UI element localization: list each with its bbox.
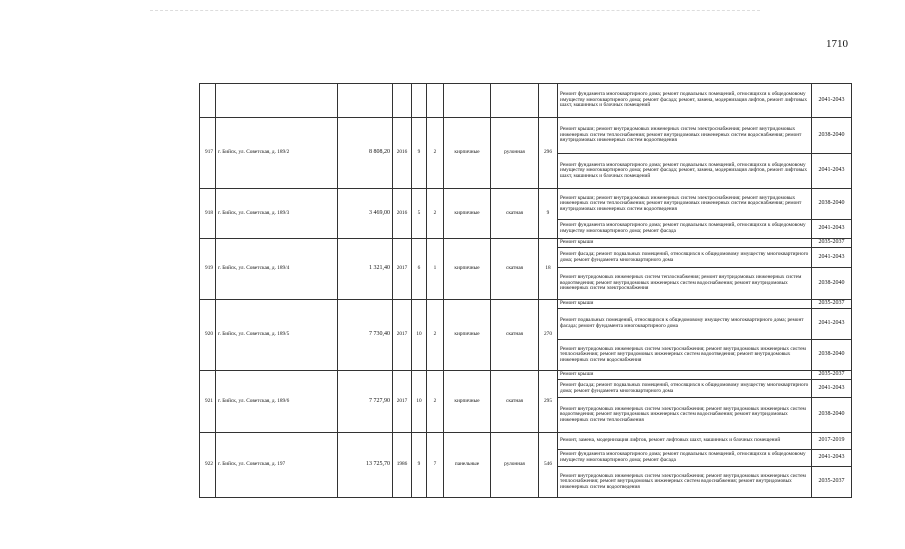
wall-material-cell: кирпичные — [444, 371, 491, 433]
entrances-cell: 2 — [427, 118, 444, 189]
entrances-cell: 2 — [427, 189, 444, 239]
work-period: 2035-2037 — [812, 371, 852, 380]
floors-cell: 6 — [412, 239, 427, 300]
roof-type-cell: скатная — [491, 371, 539, 433]
work-period: 2041-2043 — [812, 84, 852, 118]
year-cell: 2017 — [393, 300, 412, 371]
apartments-cell: 18 — [539, 239, 558, 300]
work-period: 2038-2040 — [812, 118, 852, 154]
roof-type-cell: рулонная — [491, 433, 539, 498]
address-cell: г. Бийск, ул. Советская, д. 189/3 — [216, 189, 338, 239]
work-period: 2041-2043 — [812, 248, 852, 268]
entrances-cell: 2 — [427, 371, 444, 433]
empty-cell — [412, 84, 427, 118]
entrances-cell: 2 — [427, 300, 444, 371]
work-description: Ремонт крыши; ремонт внутридомовых инженерных систем электроснабжения; ремонт внутридомовых инженерных систем теплоснабжения; ремонт внутридомовых инженерных систем водоснабжения; ремонт внутридомовых инженерных систем водоотведения — [558, 118, 812, 154]
scan-top-edge — [150, 10, 760, 11]
apartments-cell: 295 — [539, 371, 558, 433]
page-number: 1710 — [826, 38, 848, 50]
roof-type-cell: скатная — [491, 300, 539, 371]
row-number: 919 — [200, 239, 216, 300]
floors-cell: 9 — [412, 433, 427, 498]
work-description: Ремонт крыши; ремонт внутридомовых инженерных систем электроснабжения; ремонт внутридомовых инженерных систем теплоснабжения; ремонт внутридомовых инженерных систем водоснабжения; ремонт внутридомовых инженерных систем водоотведения — [558, 189, 812, 220]
area-cell: 7 730,40 — [338, 300, 393, 371]
work-description: Ремонт подвальных помещений, относящихся к общедомовому имуществу многоквартирного дома; ремонт фасада; ремонт фундамента многоквартирного дома — [558, 309, 812, 340]
apartments-cell: 296 — [539, 118, 558, 189]
year-cell: 2017 — [393, 239, 412, 300]
empty-cell — [427, 84, 444, 118]
floors-cell: 5 — [412, 189, 427, 239]
work-period: 2041-2043 — [812, 309, 852, 340]
area-cell: 1 321,40 — [338, 239, 393, 300]
work-period: 2041-2043 — [812, 380, 852, 398]
wall-material-cell: кирпичные — [444, 189, 491, 239]
table-row — [200, 300, 852, 309]
year-cell: 2016 — [393, 189, 412, 239]
table-row — [200, 118, 852, 154]
roof-type-cell: скатная — [491, 239, 539, 300]
row-number: 918 — [200, 189, 216, 239]
table-row — [200, 84, 852, 118]
work-period: 2038-2040 — [812, 268, 852, 300]
entrances-cell: 7 — [427, 433, 444, 498]
row-number: 917 — [200, 118, 216, 189]
year-cell: 2017 — [393, 371, 412, 433]
work-period: 2038-2040 — [812, 340, 852, 371]
floors-cell: 10 — [412, 300, 427, 371]
work-description: Ремонт крыши — [558, 239, 812, 248]
work-description: Ремонт крыши — [558, 371, 812, 380]
empty-cell — [393, 84, 412, 118]
year-cell: 1986 — [393, 433, 412, 498]
area-cell: 8 808,20 — [338, 118, 393, 189]
work-description: Ремонт внутридомовых инженерных систем электроснабжения; ремонт внутридомовых инженерных систем водоотведения; ремонт внутридомовых инженерных систем водоснабжения; ремонт внутридомовых инженерных систем теплоснабжения — [558, 398, 812, 433]
work-period: 2038-2040 — [812, 398, 852, 433]
capital-repair-table — [199, 83, 852, 498]
work-description: Ремонт фундамента многоквартирного дома; ремонт подвальных помещений, относящихся к общедомовому имуществу многоквартирного дома; ремонт фасада; ремонт, замена, модернизация лифтов, ремонт лифтовых шахт, машинных и блочных помещений — [558, 84, 812, 118]
work-description: Ремонт внутридомовых инженерных систем теплоснабжения; ремонт внутридомовых инженерных систем водоотведения; ремонт внутридомовых инженерных систем водоснабжения; ремонт внутридомовых инженерных систем электроснабжения — [558, 268, 812, 300]
table-row — [200, 433, 852, 450]
floors-cell: 9 — [412, 118, 427, 189]
wall-material-cell: кирпичные — [444, 118, 491, 189]
row-number: 921 — [200, 371, 216, 433]
work-period: 2035-2037 — [812, 239, 852, 248]
work-description: Ремонт фундамента многоквартирного дома; ремонт подвальных помещений, относящихся к общедомовому имуществу многоквартирного дома; ремонт фасада — [558, 450, 812, 467]
address-cell: г. Бийск, ул. Советская, д. 197 — [216, 433, 338, 498]
work-description: Ремонт фасада; ремонт подвальных помещений, относящихся к общедомовому имуществу многоквартирного дома; ремонт фундамента многоквартирного дома — [558, 248, 812, 268]
work-period: 2041-2043 — [812, 154, 852, 189]
roof-type-cell: рулонная — [491, 118, 539, 189]
area-cell: 7 727,90 — [338, 371, 393, 433]
work-description: Ремонт фундамента многоквартирного дома; ремонт подвальных помещений, относящихся к общедомовому имуществу многоквартирного дома; ремонт фасада — [558, 220, 812, 239]
work-description: Ремонт внутридомовых инженерных систем электроснабжения; ремонт внутридомовых инженерных систем теплоснабжения; ремонт внутридомовых инженерных систем водоснабжения; ремонт внутридомовых инженерных систем водоотведения — [558, 467, 812, 498]
empty-cell — [539, 84, 558, 118]
table-row — [200, 371, 852, 380]
work-period: 2038-2040 — [812, 189, 852, 220]
address-cell: г. Бийск, ул. Советская, д. 189/6 — [216, 371, 338, 433]
work-period: 2017-2019 — [812, 433, 852, 450]
table-row — [200, 239, 852, 248]
work-description: Ремонт фундамента многоквартирного дома; ремонт подвальных помещений, относящихся к общедомовому имуществу многоквартирного дома; ремонт фасада; ремонт, замена, модернизация лифтов, ремонт лифтовых шахт, машинных и блочных помещений — [558, 154, 812, 189]
work-period: 2035-2037 — [812, 300, 852, 309]
entrances-cell: 1 — [427, 239, 444, 300]
wall-material-cell: панельные — [444, 433, 491, 498]
address-cell: г. Бийск, ул. Советская, д. 189/4 — [216, 239, 338, 300]
work-period: 2035-2037 — [812, 467, 852, 498]
apartments-cell: 270 — [539, 300, 558, 371]
empty-cell — [444, 84, 491, 118]
work-description: Ремонт фасада; ремонт подвальных помещений, относящихся к общедомовому имуществу многоквартирного дома; ремонт фундамента многоквартирного дома — [558, 380, 812, 398]
apartments-cell: 9 — [539, 189, 558, 239]
empty-cell — [216, 84, 338, 118]
address-cell: г. Бийск, ул. Советская, д. 189/5 — [216, 300, 338, 371]
address-cell: г. Бийск, ул. Советская, д. 189/2 — [216, 118, 338, 189]
wall-material-cell: кирпичные — [444, 300, 491, 371]
wall-material-cell: кирпичные — [444, 239, 491, 300]
empty-cell — [491, 84, 539, 118]
row-number: 920 — [200, 300, 216, 371]
empty-cell — [338, 84, 393, 118]
empty-cell — [200, 84, 216, 118]
area-cell: 3 469,00 — [338, 189, 393, 239]
work-description: Ремонт, замена, модернизация лифтов, ремонт лифтовых шахт, машинных и блочных помещений — [558, 433, 812, 450]
work-period: 2041-2043 — [812, 450, 852, 467]
year-cell: 2016 — [393, 118, 412, 189]
area-cell: 13 725,70 — [338, 433, 393, 498]
roof-type-cell: скатная — [491, 189, 539, 239]
work-period: 2041-2043 — [812, 220, 852, 239]
row-number: 922 — [200, 433, 216, 498]
work-description: Ремонт крыши — [558, 300, 812, 309]
apartments-cell: 546 — [539, 433, 558, 498]
work-description: Ремонт внутридомовых инженерных систем электроснабжения; ремонт внутридомовых инженерных систем теплоснабжения; ремонт внутридомовых инженерных систем водоотведения; ремонт внутридомовых инженерных систем водоснабжения — [558, 340, 812, 371]
table-row — [200, 189, 852, 220]
floors-cell: 10 — [412, 371, 427, 433]
